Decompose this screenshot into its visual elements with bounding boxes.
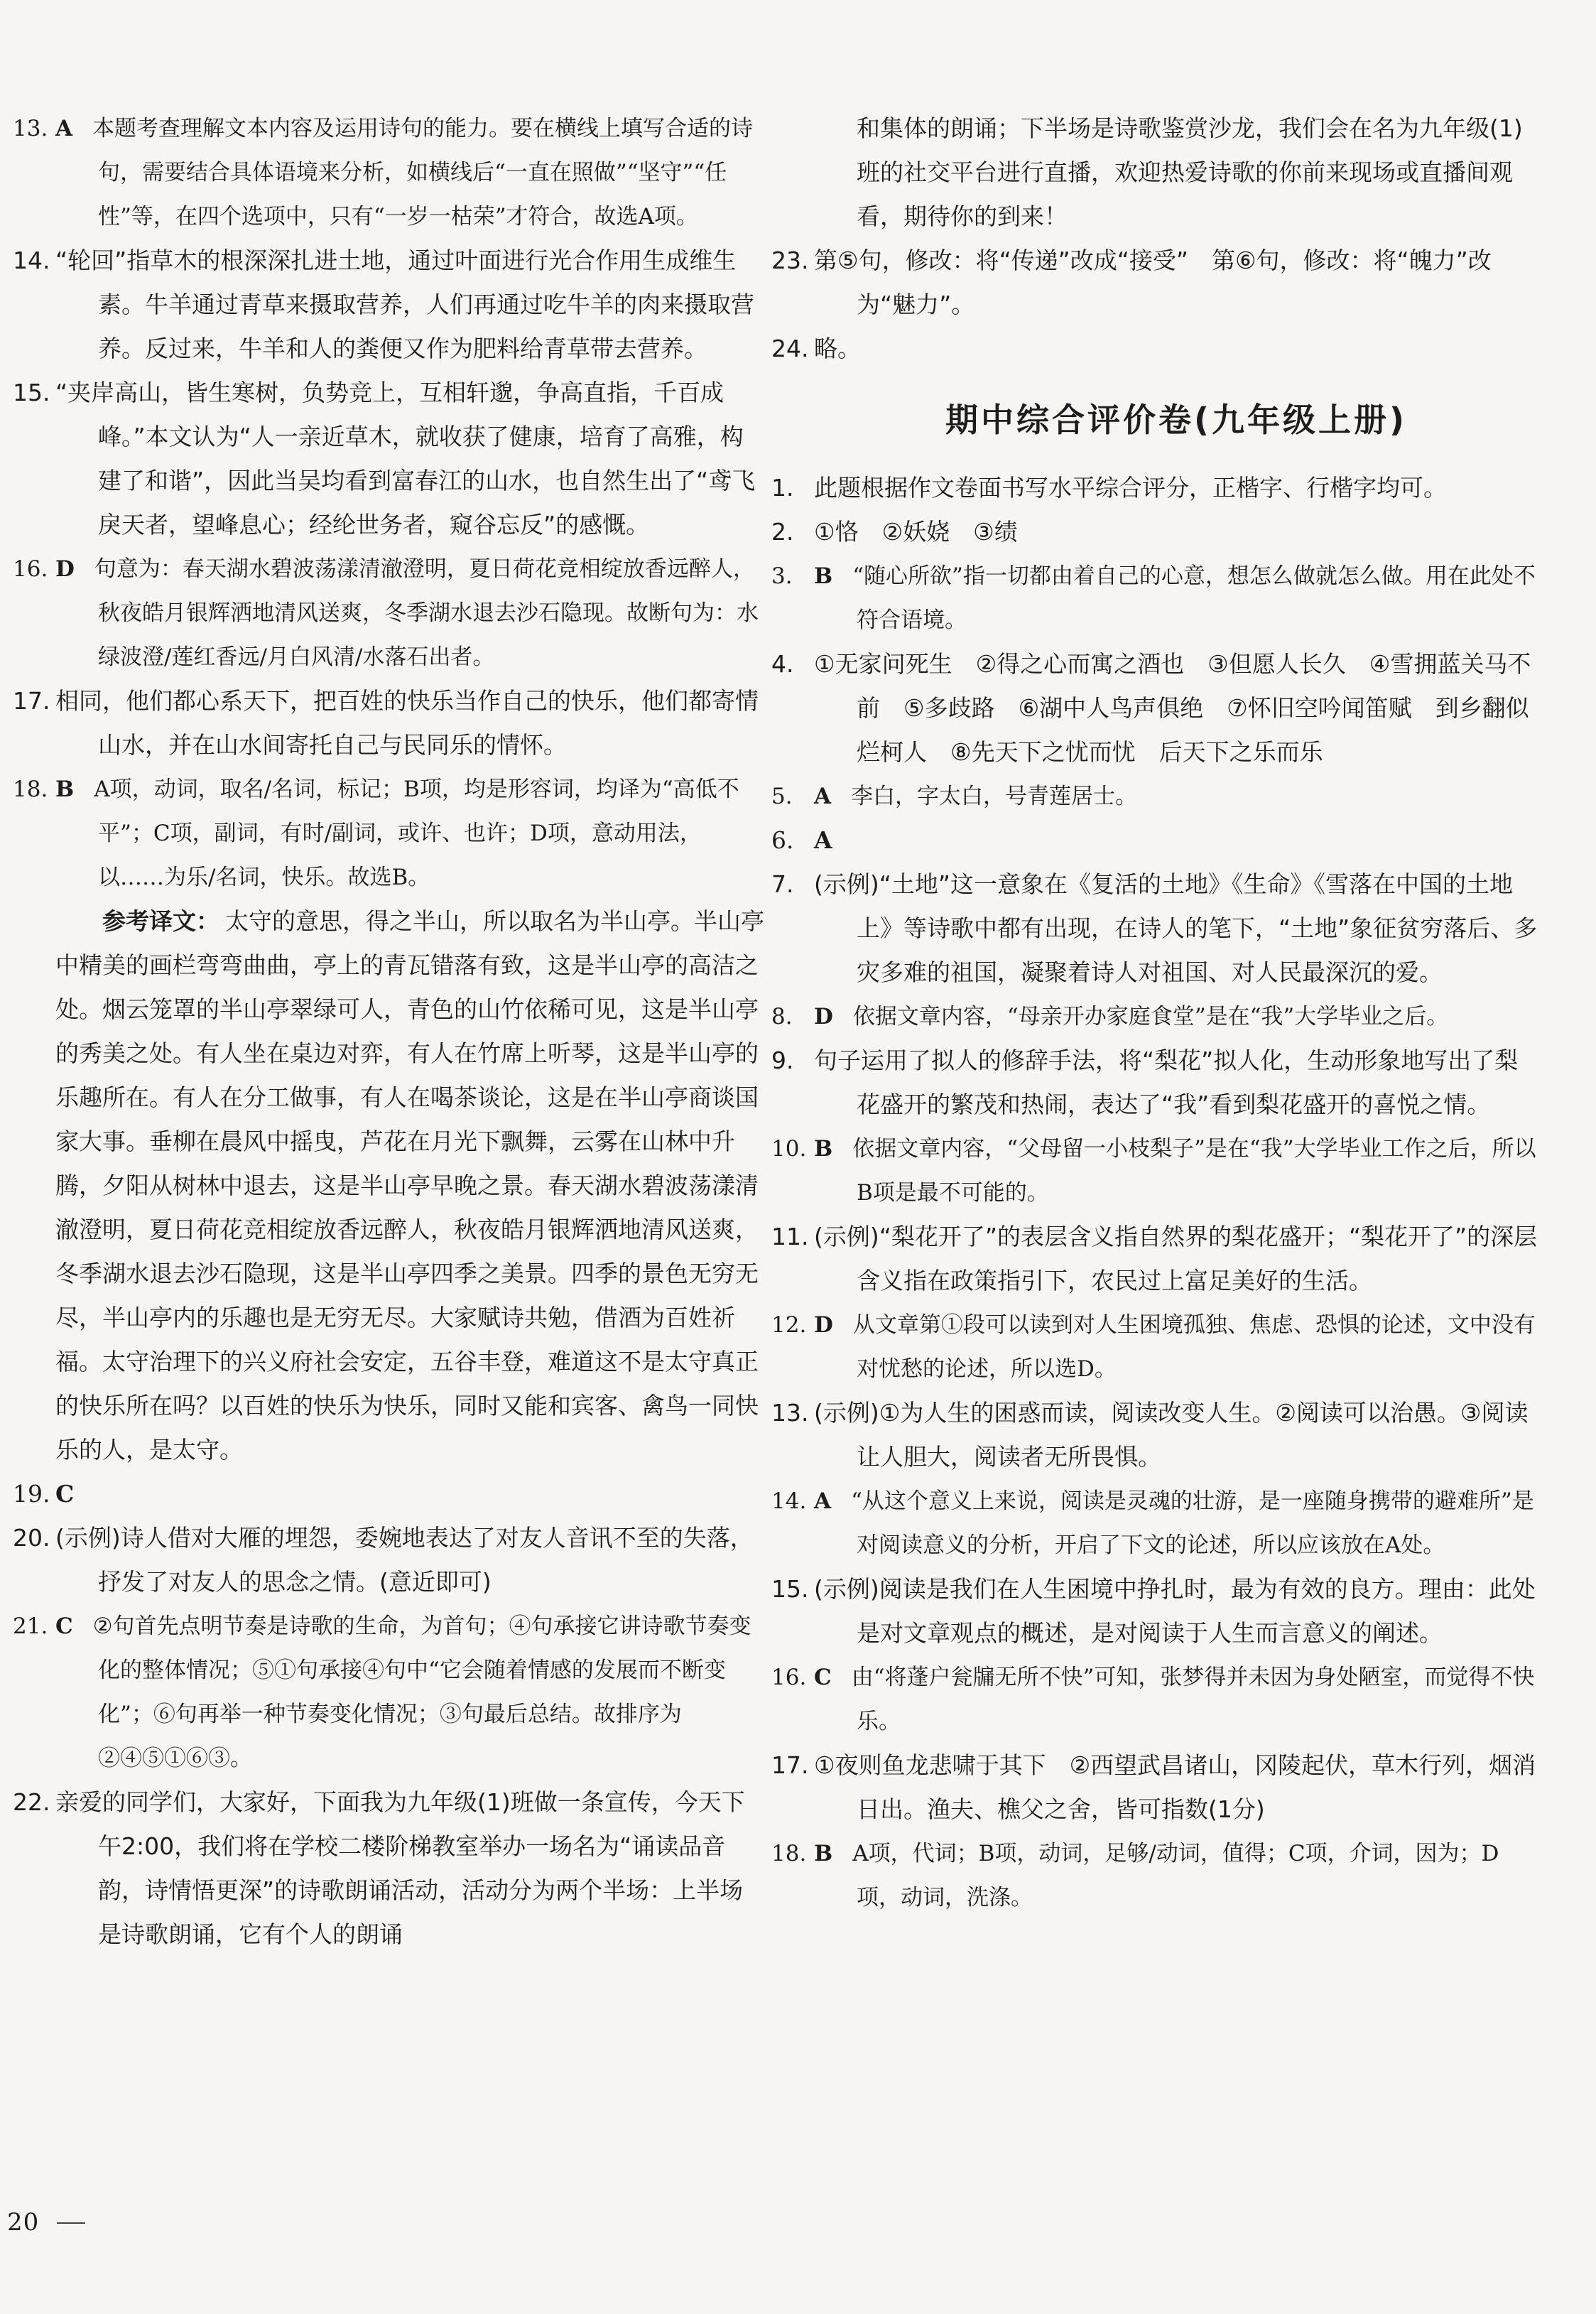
answer-18: 18. B A项，动词，取名/名词，标记；B项，均是形容词，均译为“高低不平”；C项，副词，有时/副词，或许、也许；D项，意动用法，以……为乐/名词，快乐。故选B。 (13, 777, 739, 890)
answer-17: 17. 相同，他们都心系天下，把百姓的快乐当作自己的快乐，他们都寄情山水，并在山水间寄托自己与民同乐的情怀。 (13, 687, 759, 759)
answer-text: 此题根据作文卷面书写水平综合评分，正楷字、行楷字均可。 (814, 474, 1447, 502)
answer-letter: A (814, 826, 832, 854)
answer-text: “夹岸高山，皆生寒树，负势竞上，互相轩邈，争高直指，千百成峰。”本文认为“人一亲近草木，就收获了健康，培育了高雅，构建了和谐”，因此当吴均看到富春江的山水，也自然生出了“鸢飞戾天者，望峰息心；经纶世务者，窥谷忘反”的感慨。 (55, 379, 756, 539)
midterm-answer-15: 15. (示例)阅读是我们在人生困境中挣扎时，最为有效的良方。理由：此处是对文章观点的概述，是对阅读于人生而言意义的阐述。 (771, 1575, 1536, 1647)
answer-text: 亲爱的同学们，大家好，下面我为九年级(1)班做一条宣传，今天下午2:00，我们将在学校二楼阶梯教室举办一场名为“诵读品音韵，诗情悟更深”的诗歌朗诵活动，活动分为两个半场：上半场是诗歌朗诵，它有个人的朗诵 (55, 1788, 745, 1948)
answer-letter: D (55, 556, 75, 582)
answer-13: 13. A 本题考查理解文本内容及运用诗句的能力。要在横线上填写合适的诗句，需要结合具体语境来分析，如横线后“一直在照做”“坚守”“任性”等，在四个选项中，只有“一岁一枯荣”才符合，故选A项。 (13, 116, 754, 229)
left-column (13, 107, 766, 1957)
section-title: 期中综合评价卷(九年级上册) (945, 401, 1408, 439)
answer-19: 19. C (13, 1480, 75, 1508)
midterm-answer-13: 13. (示例)①为人生的困惑而读，阅读改变人生。②阅读可以治愚。③阅读让人胆大，阅读者无所畏惧。 (771, 1399, 1529, 1471)
midterm-answer-9: 9. 句子运用了拟人的修辞手法，将“梨花”拟人化，生动形象地写出了梨花盛开的繁茂和热闹，表达了“我”看到梨花盛开的喜悦之情。 (771, 1047, 1519, 1118)
answer-explanation: 从文章第①段可以读到对人生困境孤独、焦虑、恐惧的论述，文中没有对忧愁的论述，所以选D。 (852, 1312, 1536, 1382)
answer-letter: B (814, 563, 833, 589)
midterm-answer-17: 17. ①夜则鱼龙悲啸于其下 ②西望武昌诸山，冈陵起伏，草木行列，烟消日出。渔夫、樵父之舍，皆可指数(1分) (771, 1751, 1536, 1823)
answer-text: “轮回”指草木的根深深扎进土地，通过叶面进行光合作用生成维生素。牛羊通过青草来摄取营养，人们再通过吃牛羊的肉来摄取营养。反过来，牛羊和人的粪便又作为肥料给青草带去营养。 (55, 247, 754, 362)
answer-letter: D (814, 1312, 833, 1338)
answer-22: 22. 亲爱的同学们，大家好，下面我为九年级(1)班做一条宣传，今天下午2:00，我们将在学校二楼阶梯教室举办一场名为“诵读品音韵，诗情悟更深”的诗歌朗诵活动，活动分为两个半场：上半场是诗歌朗诵，它有个人的朗诵 (13, 1788, 745, 1948)
page-number-dash (57, 2222, 85, 2224)
answer-letter: A (814, 784, 832, 809)
answer-letter: C (814, 1665, 832, 1690)
answer-letter: B (814, 1136, 833, 1162)
translation-text: 太守的意思，得之半山，所以取名为半山亭。半山亭中精美的画栏弯弯曲曲，亭上的青瓦错落有致，这是半山亭的高洁之处。烟云笼罩的半山亭翠绿可人，青色的山竹依稀可见，这是半山亭的秀美之处。有人坐在桌边对弈，有人在竹席上听琴，这是半山亭的乐趣所在。有人在分工做事，有人在喝茶谈论，这是在半山亭商谈国家大事。垂柳在晨风中摇曳，芦花在月光下飘舞，云雾在山林中升腾，夕阳从树林中退去，这是半山亭早晚之景。春天湖水碧波荡漾清澈澄明，夏日荷花竞相绽放香远醉人，秋夜皓月银辉洒地清风送爽，冬季湖水退去沙石隐现，这是半山亭四季之美景。四季的景色无穷无尽，半山亭内的乐趣也是无穷无尽。大家赋诗共勉，借酒为百姓祈福。太守治理下的兴义府社会安定，五谷丰登，难道这不是太守真正的快乐所在吗？以百姓的快乐为快乐，同时又能和宾客、禽鸟一同快乐的人，是太守。 (55, 907, 764, 1464)
midterm-answer-5: 5. A 李白，字太白，号青莲居士。 (771, 784, 1138, 809)
answer-letter: B (55, 777, 75, 802)
answer-16: 16. D 句意为：春天湖水碧波荡漾清澈澄明，夏日荷花竞相绽放香远醉人，秋夜皓月银辉洒地清风送爽，冬季湖水退去沙石隐现。故断句为：水绿波澄/莲红香远/月白风清/水落石出者。 (13, 556, 759, 670)
answer-letter: B (814, 1841, 833, 1866)
answer-text: (示例)阅读是我们在人生困境中挣扎时，最为有效的良方。理由：此处是对文章观点的概述，是对阅读于人生而言意义的阐述。 (814, 1575, 1536, 1647)
answer-text: ①夜则鱼龙悲啸于其下 ②西望武昌诸山，冈陵起伏，草木行列，烟消日出。渔夫、樵父之舍，皆可指数(1分) (814, 1751, 1536, 1823)
answer-explanation: 由“将蓬户瓮牖无所不快”可知，张梦得并未因为身处陋室，而觉得不快乐。 (851, 1665, 1535, 1734)
answer-letter: A (55, 116, 73, 141)
midterm-answer-6: 6. A (771, 826, 832, 854)
answer-explanation: 李白，字太白，号青莲居士。 (851, 784, 1138, 809)
answer-text: 相同，他们都心系天下，把百姓的快乐当作自己的快乐，他们都寄情山水，并在山水间寄托自己与民同乐的情怀。 (55, 687, 759, 759)
answer-explanation: “随心所欲”指一切都由着自己的心意，想怎么做就怎么做。用在此处不符合语境。 (852, 563, 1536, 633)
answer-text: (示例)“梨花开了”的表层含义指自然界的梨花盛开；“梨花开了”的深层含义指在政策指引下，农民过上富足美好的生活。 (814, 1223, 1538, 1294)
answer-explanation: 本题考查理解文本内容及运用诗句的能力。要在横线上填写合适的诗句，需要结合具体语境来分析，如横线后“一直在照做”“坚守”“任性”等，在四个选项中，只有“一岁一枯荣”才符合，故选A项。 (92, 116, 754, 229)
midterm-answer-7: 7. (示例)“土地”这一意象在《复活的土地》《生命》《雪落在中国的土地上》等诗歌中都有出现，在诗人的笔下，“土地”象征贫穷落后、多灾多难的祖国，凝聚着诗人对祖国、对人民最深沉的爱。 (771, 870, 1538, 986)
midterm-answer-3: 3. B “随心所欲”指一切都由着自己的心意，想怎么做就怎么做。用在此处不符合语境。 (771, 563, 1536, 633)
answer-text: (示例)①为人生的困惑而读，阅读改变人生。②阅读可以治愚。③阅读让人胆大，阅读者无所畏惧。 (814, 1399, 1529, 1471)
answer-text: ①恪 ②妖娆 ③绩 (814, 518, 1018, 546)
answer-text: 句子运用了拟人的修辞手法，将“梨花”拟人化，生动形象地写出了梨花盛开的繁茂和热闹，表达了“我”看到梨花盛开的喜悦之情。 (814, 1047, 1519, 1118)
midterm-answer-14: 14. A “从这个意义上来说，阅读是灵魂的壮游，是一座随身携带的避难所”是对阅读意义的分析，开启了下文的论述，所以应该放在A处。 (771, 1488, 1534, 1558)
answer-letter: C (55, 1613, 73, 1639)
answer-text: 第⑤句，修改：将“传递”改成“接受” 第⑥句，修改：将“魄力”改为“魅力”。 (814, 247, 1492, 318)
answer-explanation: A项，动词，取名/名词，标记；B项，均是形容词，均译为“高低不平”；C项，副词，有时/副词，或许、也许；D项，意动用法，以……为乐/名词，快乐。故选B。 (94, 777, 739, 890)
answer-text: (示例)诗人借对大雁的埋怨，委婉地表达了对友人音讯不至的失落，抒发了对友人的思念之情。(意近即可) (55, 1524, 754, 1596)
midterm-answer-12: 12. D 从文章第①段可以读到对人生困境孤独、焦虑、恐惧的论述，文中没有对忧愁的论述，所以选D。 (771, 1312, 1536, 1382)
answer-14: 14. “轮回”指草木的根深深扎进土地，通过叶面进行光合作用生成维生素。牛羊通过青草来摄取营养，人们再通过吃牛羊的肉来摄取营养。反过来，牛羊和人的粪便又作为肥料给青草带去营养。 (13, 247, 754, 362)
answer-explanation: ②句首先点明节奏是诗歌的生命，为首句；④句承接它讲诗歌节奏变化的整体情况；⑤①句承接④句中“它会随着情感的发展而不断变化”；⑥句再举一种节奏变化情况；③句最后总结。故排序为②④⑤①⑥③。 (92, 1613, 751, 1771)
right-column (771, 107, 1538, 1920)
answer-20: 20. (示例)诗人借对大雁的埋怨，委婉地表达了对友人音讯不至的失落，抒发了对友人的思念之情。(意近即可) (13, 1524, 754, 1596)
page-number: 20 (7, 2208, 40, 2237)
answer-text: ①无家问死生 ②得之心而寓之酒也 ③但愿人长久 ④雪拥蓝关马不前 ⑤多歧路 ⑥湖中人鸟声俱绝 ⑦怀旧空吟闻笛赋 到乡翻似烂柯人 ⑧先天下之忧而忧 后天下之乐而乐 (814, 650, 1531, 766)
answer-24: 24. 略。 (771, 335, 861, 362)
answer-letter: A (814, 1488, 832, 1514)
midterm-answer-11: 11. (示例)“梨花开了”的表层含义指自然界的梨花盛开；“梨花开了”的深层含义指在政策指引下，农民过上富足美好的生活。 (771, 1223, 1538, 1294)
midterm-answer-2: 2. ①恪 ②妖娆 ③绩 (771, 518, 1018, 546)
answer-explanation: “从这个意义上来说，阅读是灵魂的壮游，是一座随身携带的避难所”是对阅读意义的分析，开启了下文的论述，所以应该放在A处。 (851, 1488, 1534, 1558)
answer-letter: D (814, 1004, 833, 1029)
translation-label: 参考译文： (102, 907, 219, 935)
answer-explanation: 句意为：春天湖水碧波荡漾清澈澄明，夏日荷花竞相绽放香远醉人，秋夜皓月银辉洒地清风送爽，冬季湖水退去沙石隐现。故断句为：水绿波澄/莲红香远/月白风清/水落石出者。 (94, 556, 759, 670)
answer-explanation: 依据文章内容，“父母留一小枝梨子”是在“我”大学毕业工作之后，所以B项是最不可能的。 (852, 1136, 1536, 1206)
answer-text: 略。 (814, 335, 861, 362)
midterm-answer-8: 8. D 依据文章内容，“母亲开办家庭食堂”是在“我”大学毕业之后。 (771, 1004, 1449, 1029)
answer-22-continued: 和集体的朗诵；下半场是诗歌鉴赏沙龙，我们会在名为九年级(1)班的社交平台进行直播，欢迎热爱诗歌的你前来现场或直播间观看，期待你的到来！ (857, 114, 1523, 230)
answer-23: 23. 第⑤句，修改：将“传递”改成“接受” 第⑥句，修改：将“魄力”改为“魅力”。 (771, 247, 1492, 318)
answer-21: 21. C ②句首先点明节奏是诗歌的生命，为首句；④句承接它讲诗歌节奏变化的整体情况；⑤①句承接④句中“它会随着情感的发展而不断变化”；⑥句再举一种节奏变化情况；③句最后总结。故排序为②④⑤①⑥③。 (13, 1613, 751, 1771)
midterm-answer-10: 10. B 依据文章内容，“父母留一小枝梨子”是在“我”大学毕业工作之后，所以B项是最不可能的。 (771, 1136, 1536, 1206)
answer-explanation: A项，代词；B项，动词，足够/动词，值得；C项，介词，因为；D项，动词，洗涤。 (852, 1841, 1499, 1910)
answer-letter: C (55, 1480, 75, 1508)
reference-translation (55, 899, 766, 1472)
answer-explanation: 依据文章内容，“母亲开办家庭食堂”是在“我”大学毕业之后。 (852, 1004, 1449, 1029)
midterm-answer-1: 1. 此题根据作文卷面书写水平综合评分，正楷字、行楷字均可。 (771, 474, 1447, 502)
answer-text: (示例)“土地”这一意象在《复活的土地》《生命》《雪落在中国的土地上》等诗歌中都有出现，在诗人的笔下，“土地”象征贫穷落后、多灾多难的祖国，凝聚着诗人对祖国、对人民最深沉的爱。 (814, 870, 1538, 986)
midterm-answer-16: 16. C 由“将蓬户瓮牖无所不快”可知，张梦得并未因为身处陋室，而觉得不快乐。 (771, 1665, 1535, 1734)
answer-15: 15. “夹岸高山，皆生寒树，负势竞上，互相轩邈，争高直指，千百成峰。”本文认为“人一亲近草木，就收获了健康，培育了高雅，构建了和谐”，因此当吴均看到富春江的山水，也自然生出了“鸢飞戾天者，望峰息心；经纶世务者，窥谷忘反”的感慨。 (13, 379, 756, 539)
midterm-answer-4: 4. ①无家问死生 ②得之心而寓之酒也 ③但愿人长久 ④雪拥蓝关马不前 ⑤多歧路 ⑥湖中人鸟声俱绝 ⑦怀旧空吟闻笛赋 到乡翻似烂柯人 ⑧先天下之忧而忧 后天下之乐而乐 (771, 650, 1531, 766)
midterm-answer-18: 18. B A项，代词；B项，动词，足够/动词，值得；C项，介词，因为；D项，动词，洗涤。 (771, 1841, 1499, 1910)
